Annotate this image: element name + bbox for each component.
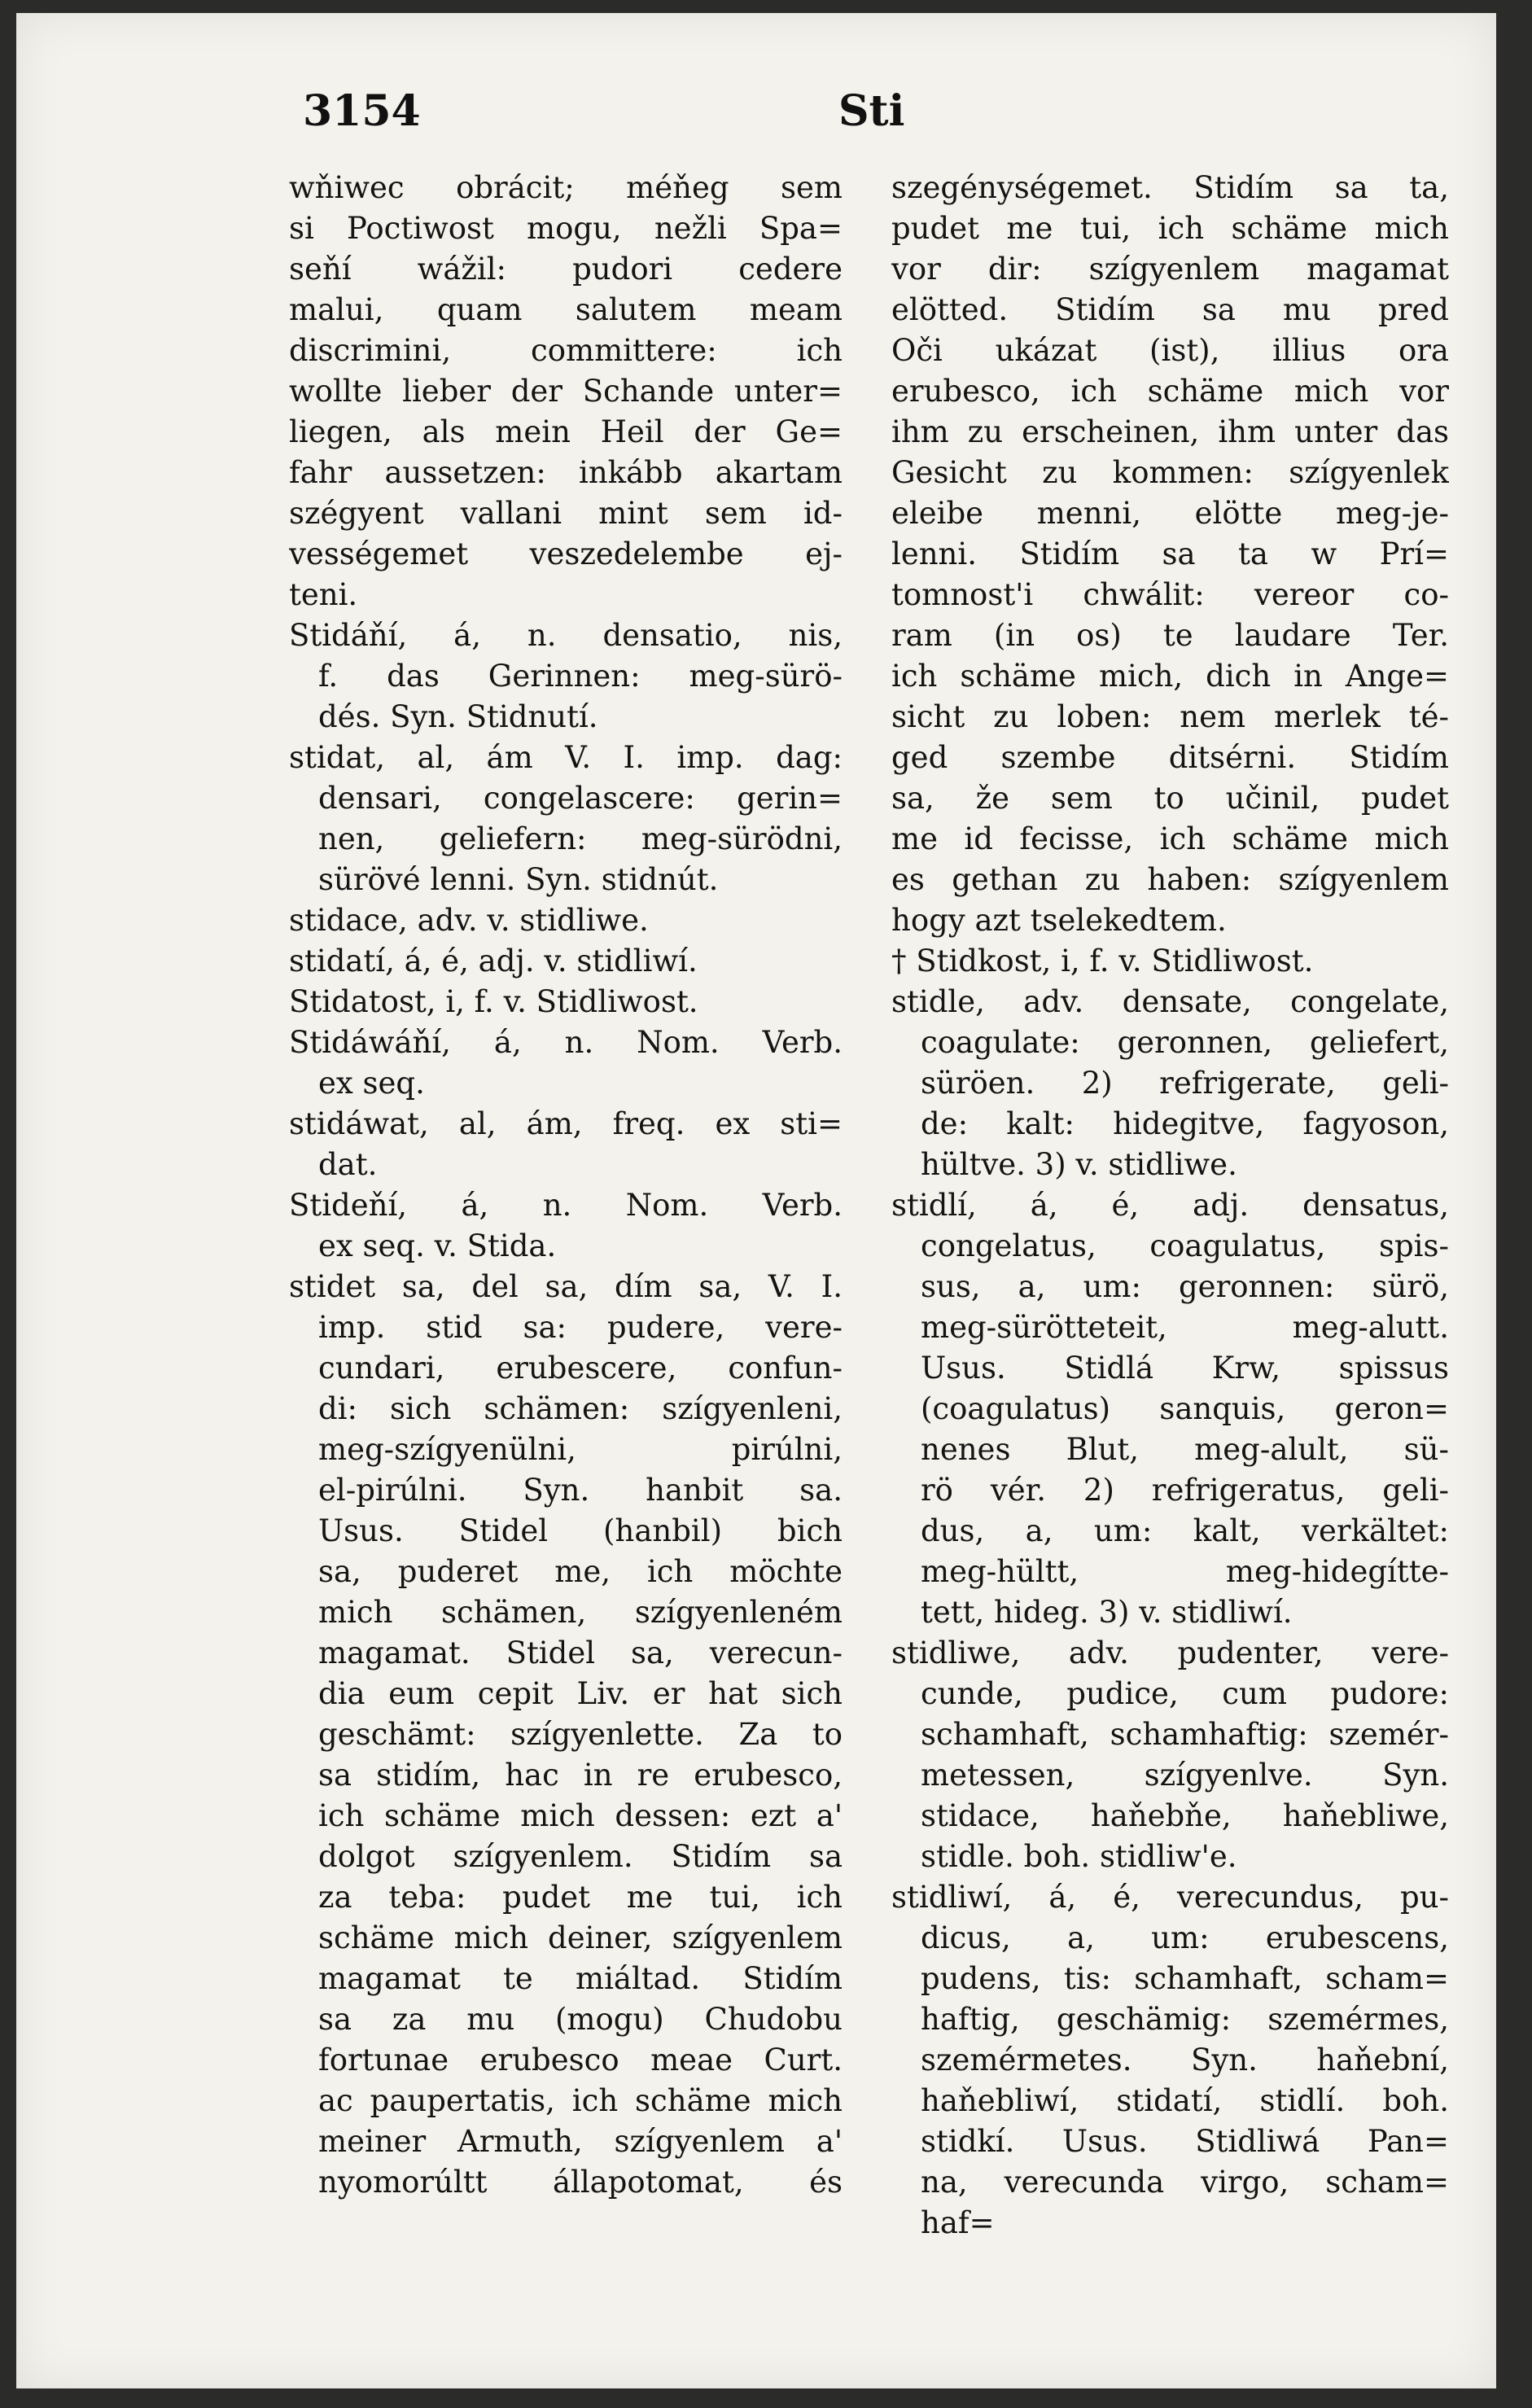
text-line: geschämt: szígyenlette. Za to xyxy=(318,1717,843,1752)
text-line: hültve. 3) v. stidliwe. xyxy=(921,1147,1237,1182)
right-column xyxy=(891,168,1449,2244)
text-line: szégyent vallani mint sem id- xyxy=(289,496,843,531)
text-line: (coagulatus) sanquis, geron= xyxy=(921,1391,1449,1426)
text-line: stidliwe, adv. pudenter, vere- xyxy=(891,1635,1449,1670)
text-line: ich schäme mich, dich in Ange= xyxy=(891,659,1449,694)
text-line: stidatí, á, é, adj. v. stidliwí. xyxy=(289,943,698,979)
text-line: stidet sa, del sa, dím sa, V. I. xyxy=(289,1269,843,1304)
text-line: imp. stid sa: pudere, vere- xyxy=(318,1310,843,1345)
text-line: ex seq. v. Stida. xyxy=(318,1228,557,1263)
text-line: teni. xyxy=(289,577,358,612)
text-line: ged szembe ditsérni. Stidím xyxy=(891,740,1449,775)
text-line: haňebliwí, stidatí, stidlí. boh. xyxy=(921,2083,1449,2118)
text-line: el-pirúlni. Syn. hanbit sa. xyxy=(318,1473,843,1508)
text-line: stidace, haňebňe, haňebliwe, xyxy=(921,1798,1449,1833)
text-line: vességemet veszedelembe ej- xyxy=(289,536,843,571)
text-line: dat. xyxy=(318,1147,378,1182)
text-line: congelatus, coagulatus, spis- xyxy=(921,1228,1449,1263)
text-line: Stidáňí, á, n. densatio, nis, xyxy=(289,618,843,653)
text-line: za teba: pudet me tui, ich xyxy=(318,1880,843,1915)
text-line: stidliwí, á, é, verecundus, pu- xyxy=(891,1880,1449,1915)
text-line: hogy azt tselekedtem. xyxy=(891,903,1227,938)
text-line: meg-hültt, meg-hidegítte- xyxy=(921,1554,1449,1589)
text-line: cunde, pudice, cum pudore: xyxy=(921,1676,1449,1711)
text-line: ac paupertatis, ich schäme mich xyxy=(318,2083,843,2118)
text-line: Gesicht zu kommen: szígyenlek xyxy=(891,455,1449,490)
text-line: tomnost'i chwálit: vereor co- xyxy=(891,577,1449,612)
text-line: Usus. Stidel (hanbil) bich xyxy=(318,1513,843,1548)
text-line: sa za mu (mogu) Chudobu xyxy=(318,2002,843,2037)
text-line: meg-sürötteteit, meg-alutt. xyxy=(921,1310,1449,1345)
text-line: densari, congelascere: gerin= xyxy=(318,781,843,816)
text-line: dus, a, um: kalt, verkältet: xyxy=(921,1513,1449,1548)
running-head xyxy=(16,86,1496,151)
left-column xyxy=(289,168,843,2203)
text-line: ich schäme mich dessen: ezt a' xyxy=(318,1798,843,1833)
text-line: malui, quam salutem meam xyxy=(289,292,843,327)
text-line: szemérmetes. Syn. haňební, xyxy=(921,2042,1449,2077)
text-line: wollte lieber der Schande unter= xyxy=(289,374,843,409)
text-line: cundari, erubescere, confun- xyxy=(318,1351,843,1386)
text-line: metessen, szígyenlve. Syn. xyxy=(921,1758,1449,1793)
text-line: ex seq. xyxy=(318,1066,425,1101)
text-line: eleibe menni, elötte meg-je- xyxy=(891,496,1449,531)
text-line: me id fecisse, ich schäme mich xyxy=(891,821,1449,856)
text-line: schamhaft, schamhaftig: szemér- xyxy=(921,1717,1449,1752)
text-line: stidle, adv. densate, congelate, xyxy=(891,984,1449,1019)
text-line: sa, že sem to učinil, pudet xyxy=(891,781,1449,816)
text-line: tett, hideg. 3) v. stidliwí. xyxy=(921,1595,1293,1630)
text-line: si Poctiwost mogu, nežli Spa= xyxy=(289,211,843,246)
text-line: de: kalt: hidegitve, fagyoson, xyxy=(921,1106,1449,1141)
text-line: sürövé lenni. Syn. stidnút. xyxy=(318,862,719,897)
text-line: nyomorúltt állapotomat, és xyxy=(318,2165,843,2200)
text-line: ihm zu erscheinen, ihm unter das xyxy=(891,414,1449,449)
text-line: nenes Blut, meg-alult, sü- xyxy=(921,1432,1449,1467)
text-line: dés. Syn. Stidnutí. xyxy=(318,699,598,734)
text-line: sa stidím, hac in re erubesco, xyxy=(318,1758,843,1793)
text-line: schäme mich deiner, szígyenlem xyxy=(318,1920,843,1955)
text-line: liegen, als mein Heil der Ge= xyxy=(289,414,843,449)
text-line: vor dir: szígyenlem magamat xyxy=(891,252,1449,287)
text-line: sicht zu loben: nem merlek té- xyxy=(891,699,1449,734)
text-line: magamat te miáltad. Stidím xyxy=(318,1961,843,1996)
text-line: dicus, a, um: erubescens, xyxy=(921,1920,1449,1955)
text-line: stidat, al, ám V. I. imp. dag: xyxy=(289,740,843,775)
text-line: wňiwec obrácit; méňeg sem xyxy=(289,170,843,205)
text-line: es gethan zu haben: szígyenlem xyxy=(891,862,1449,897)
text-line: Usus. Stidlá Krw, spissus xyxy=(921,1351,1449,1386)
text-line: dia eum cepit Liv. er hat sich xyxy=(318,1676,843,1711)
text-line: stidáwat, al, ám, freq. ex sti= xyxy=(289,1106,843,1141)
text-line: f. das Gerinnen: meg-sürö- xyxy=(318,659,843,694)
text-line: discrimini, committere: ich xyxy=(289,333,843,368)
text-line: sa, puderet me, ich möchte xyxy=(318,1554,843,1589)
text-line: na, verecunda virgo, scham= xyxy=(921,2165,1449,2200)
text-line: pudet me tui, ich schäme mich xyxy=(891,211,1449,246)
guide-word: Sti xyxy=(838,86,905,136)
text-line: süröen. 2) refrigerate, geli- xyxy=(921,1066,1449,1101)
dictionary-page xyxy=(16,13,1496,2388)
text-line: pudens, tis: schamhaft, scham= xyxy=(921,1961,1449,1996)
text-line: dolgot szígyenlem. Stidím sa xyxy=(318,1839,843,1874)
text-line: szegénységemet. Stidím sa ta, xyxy=(891,170,1449,205)
text-line: haftig, geschämig: szemérmes, xyxy=(921,2002,1449,2037)
text-line: haf= xyxy=(921,2205,995,2240)
text-line: lenni. Stidím sa ta w Prí= xyxy=(891,536,1449,571)
text-line: seňí wážil: pudori cedere xyxy=(289,252,843,287)
text-line: stidkí. Usus. Stidliwá Pan= xyxy=(921,2124,1449,2159)
text-line: meg-szígyenülni, pirúlni, xyxy=(318,1432,843,1467)
text-line: magamat. Stidel sa, verecun- xyxy=(318,1635,843,1670)
text-line: di: sich schämen: szígyenleni, xyxy=(318,1391,843,1426)
text-line: meiner Armuth, szígyenlem a' xyxy=(318,2124,843,2159)
text-line: Stidatost, i, f. v. Stidliwost. xyxy=(289,984,698,1019)
page-number: 3154 xyxy=(303,86,421,136)
text-line: ram (in os) te laudare Ter. xyxy=(891,618,1449,653)
text-line: stidlí, á, é, adj. densatus, xyxy=(891,1188,1449,1223)
text-line: Oči ukázat (ist), illius ora xyxy=(891,333,1449,368)
text-line: fortunae erubesco meae Curt. xyxy=(318,2042,843,2077)
text-line: coagulate: geronnen, geliefert, xyxy=(921,1025,1449,1060)
text-line: Stidáwáňí, á, n. Nom. Verb. xyxy=(289,1025,843,1060)
text-line: elötted. Stidím sa mu pred xyxy=(891,292,1449,327)
text-line: fahr aussetzen: inkább akartam xyxy=(289,455,843,490)
text-line: erubesco, ich schäme mich vor xyxy=(891,374,1449,409)
text-line: sus, a, um: geronnen: sürö, xyxy=(921,1269,1449,1304)
text-line: † Stidkost, i, f. v. Stidliwost. xyxy=(891,943,1314,979)
text-line: stidace, adv. v. stidliwe. xyxy=(289,903,649,938)
text-line: nen, geliefern: meg-sürödni, xyxy=(318,821,843,856)
text-line: mich schämen, szígyenleném xyxy=(318,1595,843,1630)
text-line: stidle. boh. stidliw'e. xyxy=(921,1839,1237,1874)
text-line: rö vér. 2) refrigeratus, geli- xyxy=(921,1473,1449,1508)
text-line: Stideňí, á, n. Nom. Verb. xyxy=(289,1188,843,1223)
